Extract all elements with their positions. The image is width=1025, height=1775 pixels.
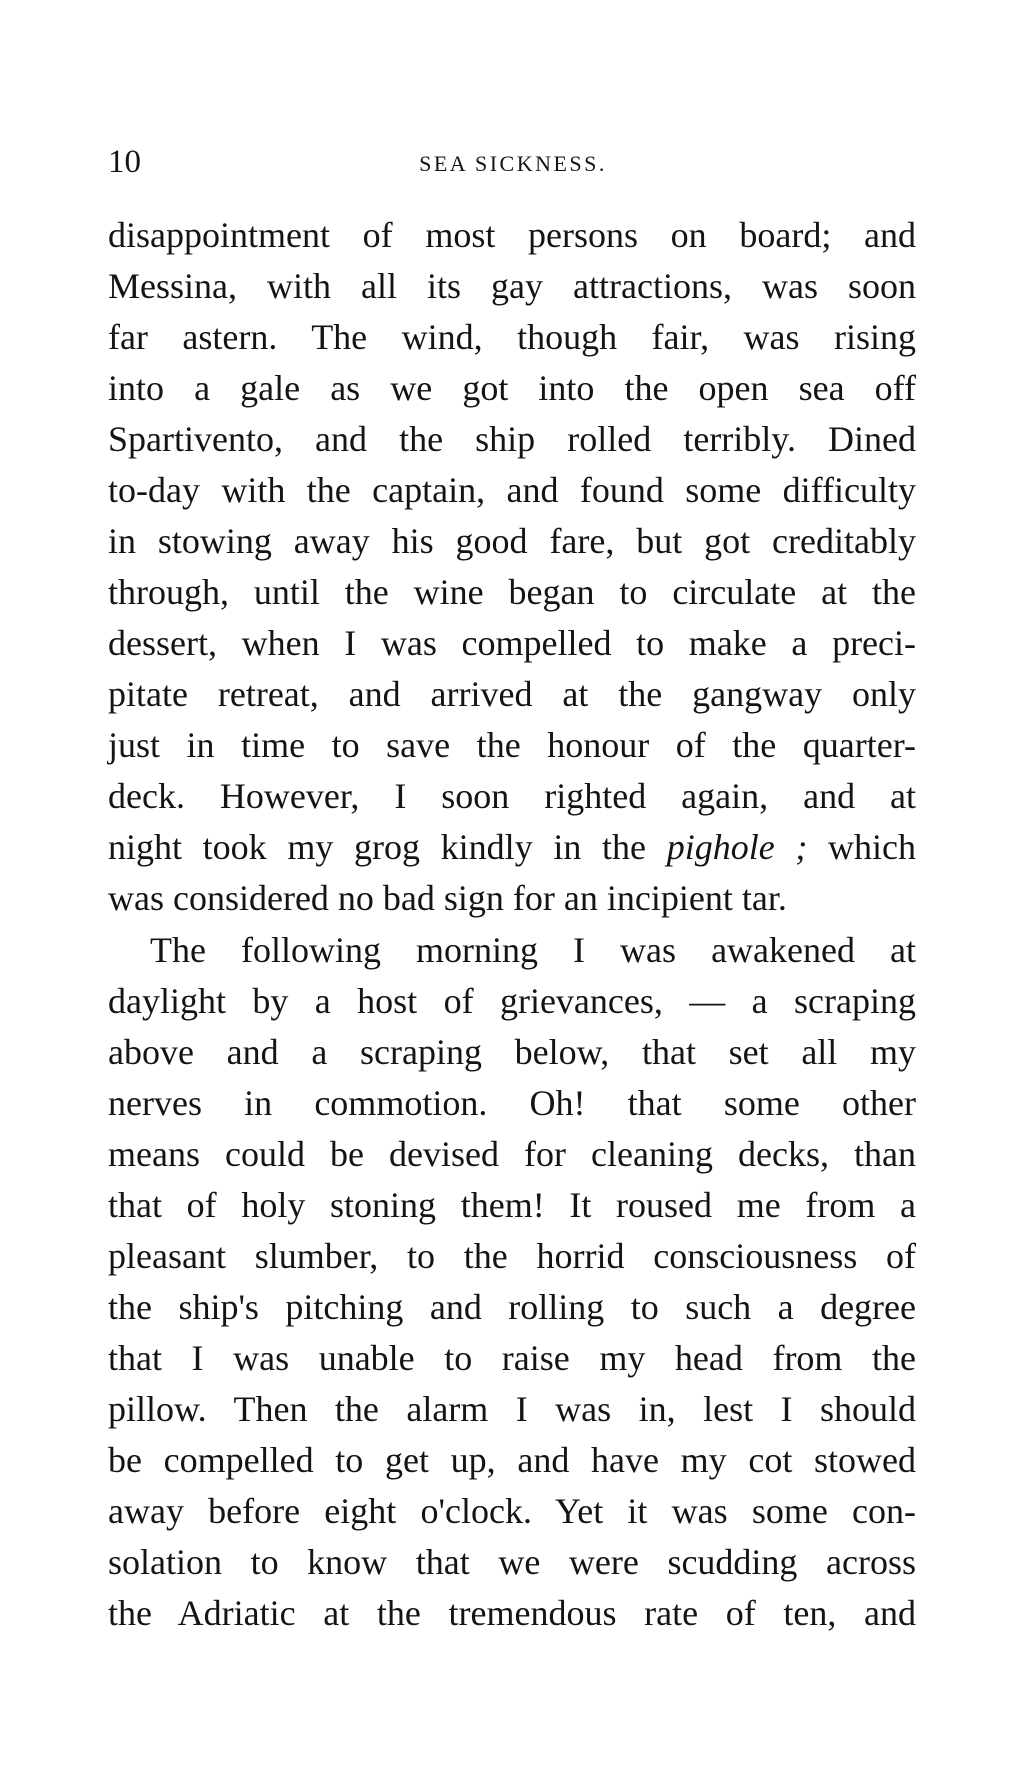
text-line: in stowing away his good fare, but got creditably — [108, 521, 916, 561]
text-line: solation to know that we were scudding across — [108, 1542, 916, 1582]
paragraph-1 — [108, 210, 916, 924]
text-segment: which — [807, 827, 916, 867]
paragraph-2 — [108, 925, 916, 1639]
text-line-with-italic — [108, 822, 916, 873]
italic-term: pighole ; — [666, 827, 808, 867]
text-line: nerves in commotion. Oh! that some other — [108, 1083, 916, 1123]
text-line: Spartivento, and the ship rolled terribly. Dined — [108, 419, 916, 459]
text-line: through, until the wine began to circulate at the — [108, 572, 916, 612]
text-line: the Adriatic at the tremendous rate of ten, and — [108, 1593, 916, 1633]
text-line: be compelled to get up, and have my cot stowed — [108, 1440, 916, 1480]
running-title: SEA SICKNESS. — [419, 151, 607, 176]
text-line: just in time to save the honour of the quarter- — [108, 725, 916, 765]
text-line: away before eight o'clock. Yet it was some con- — [108, 1491, 916, 1531]
page-number: 10 — [108, 144, 141, 180]
running-head — [108, 142, 918, 182]
text-line: above and a scraping below, that set all my — [108, 1032, 916, 1072]
text-line: The following morning I was awakened at — [150, 930, 916, 970]
text-line: that of holy stoning them! It roused me from a — [108, 1185, 916, 1225]
text-line: into a gale as we got into the open sea off — [108, 368, 916, 408]
text-line: daylight by a host of grievances, — a scraping — [108, 981, 916, 1021]
body-text — [108, 210, 916, 1639]
text-segment: night took my grog kindly in the — [108, 827, 667, 867]
text-line: pillow. Then the alarm I was in, lest I should — [108, 1389, 916, 1429]
text-line: to-day with the captain, and found some difficulty — [108, 470, 916, 510]
text-line: Messina, with all its gay attractions, was soon — [108, 266, 916, 306]
text-line: that I was unable to raise my head from the — [108, 1338, 916, 1378]
text-line: means could be devised for cleaning decks, than — [108, 1134, 916, 1174]
text-line: the ship's pitching and rolling to such a degree — [108, 1287, 916, 1327]
text-line: pitate retreat, and arrived at the gangway only — [108, 674, 916, 714]
text-line: dessert, when I was compelled to make a preci- — [108, 623, 916, 663]
text-line: pleasant slumber, to the horrid consciousness of — [108, 1236, 916, 1276]
text-line: deck. However, I soon righted again, and at — [108, 776, 916, 816]
text-line: far astern. The wind, though fair, was rising — [108, 317, 916, 357]
text-line: was considered no bad sign for an incipient tar. — [108, 878, 787, 918]
text-line: disappointment of most persons on board; and — [108, 215, 916, 255]
